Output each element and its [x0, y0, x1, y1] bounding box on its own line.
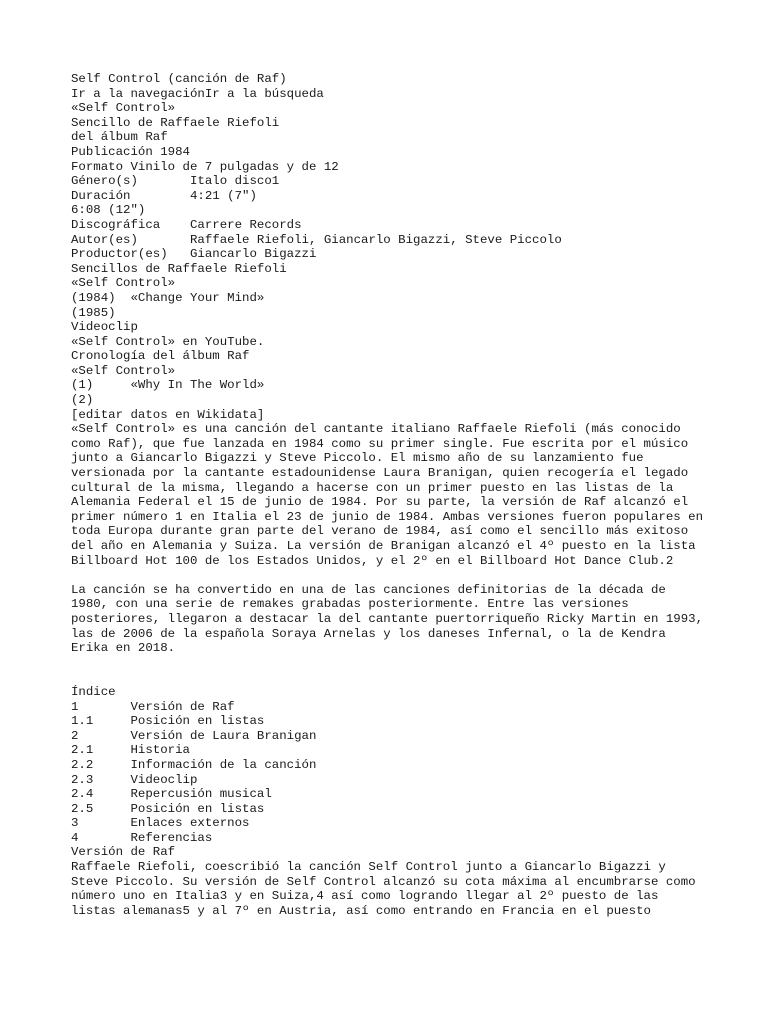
table-of-contents	[71, 685, 708, 846]
infobox-chronology-current: «Self Control»	[71, 363, 176, 378]
infobox-duration: Duración 4:21 (7")	[71, 188, 257, 203]
legacy-paragraph: La canción se ha convertido en una de las canciones definitorias de la década de 1980, con una serie de remakes grabadas posteriormente. Entre las versiones posteriores, llegaron a destacar la del cantante puertorriqueño Ricky Martin en 1993, las de 2006 de la española Soraya Arnelas y los daneses Infernal, o la de Kendra Erika en 2018.	[71, 582, 704, 656]
infobox-videoclip-heading: Videoclip	[71, 320, 138, 335]
infobox-singles-heading: Sencillos de Raffaele Riefoli	[71, 261, 287, 276]
infobox-album: del álbum Raf	[71, 130, 168, 145]
toc-item[interactable]: 2.2 Información de la canción	[71, 757, 317, 772]
toc-item[interactable]: 2.4 Repercusión musical	[71, 787, 272, 802]
toc-item[interactable]: 2 Versión de Laura Branigan	[71, 728, 317, 743]
infobox-chronology-heading: Cronología del álbum Raf	[71, 349, 250, 364]
article-title: Self Control (canción de Raf)	[71, 72, 287, 86]
toc-item[interactable]: 2.1 Historia	[71, 743, 190, 758]
infobox-authors: Autor(es) Raffaele Riefoli, Giancarlo Bigazzi, Steve Piccolo	[71, 232, 562, 247]
infobox-single-next: (1984) «Change Your Mind»	[71, 290, 265, 305]
nav-links[interactable]: Ir a la navegaciónIr a la búsqueda	[71, 86, 324, 101]
section-heading: Versión de Raf	[71, 845, 176, 860]
infobox-single-by: Sencillo de Raffaele Riefoli	[71, 115, 280, 130]
infobox-chronology-next: (1) «Why In The World»	[71, 378, 265, 393]
toc-item[interactable]: 2.3 Videoclip	[71, 772, 198, 787]
intro-paragraph: «Self Control» es una canción del cantante italiano Raffaele Riefoli (más conocido como Raf), que fue lanzada en 1984 como su primer single. Fue escrita por el músico junto a Giancarlo Bigazzi y Steve Piccolo. El mismo año de su lanzamiento fue versionada por la cantante estadounidense Laura Branigan, quien recogería el legado cultural de la misma, llegando a hacerse con un primer puesto en las listas de la Alemania Federal el 15 de junio de 1984. Por su parte, la versión de Raf alcanzó el primer número 1 en Italia el 23 de junio de 1984. Ambas versiones fueron populares en toda Europa durante gran parte del verano de 1984, así como el sencillo más exitoso del año en Alemania y Suiza. La versión de Branigan alcanzó el 4º puesto en la lista Billboard Hot 100 de los Estados Unidos, y el 2º en el Billboard Hot Dance Club.2	[71, 422, 704, 568]
infobox-single-current: «Self Control»	[71, 276, 176, 291]
section-paragraph: Raffaele Riefoli, coescribió la canción Self Control junto a Giancarlo Bigazzi y Steve Piccolo. Su versión de Self Control alcanzó su cota máxima al encumbrarse como número uno en Italia3 y en Suiza,4 así como logrando llegar al 2º puesto de las listas alemanas5 y al 7º en Austria, así como entrando en Francia en el puesto	[71, 860, 696, 918]
toc-item[interactable]: 1 Versión de Raf	[71, 699, 235, 714]
infobox-label: Discográfica Carrere Records	[71, 217, 302, 232]
infobox-format: Formato Vinilo de 7 pulgadas y de 12	[71, 159, 339, 174]
toc-item[interactable]: 2.5 Posición en listas	[71, 801, 265, 816]
infobox-song-name: «Self Control»	[71, 101, 176, 116]
toc-item[interactable]: 4 Referencias	[71, 830, 213, 845]
toc-item[interactable]: 3 Enlaces externos	[71, 816, 250, 831]
infobox-block	[71, 72, 708, 422]
toc-title: Índice	[71, 684, 116, 699]
infobox-chronology-next-num: (2)	[71, 393, 94, 408]
infobox-duration-12: 6:08 (12")	[71, 203, 146, 218]
infobox-single-next-year: (1985)	[71, 305, 116, 320]
toc-item[interactable]: 1.1 Posición en listas	[71, 714, 265, 729]
wikidata-edit-link[interactable]: [editar datos en Wikidata]	[71, 407, 265, 422]
infobox-youtube-link[interactable]: «Self Control» en YouTube.	[71, 334, 265, 349]
infobox-genre: Género(s) Italo disco1	[71, 174, 280, 189]
infobox-release: Publicación 1984	[71, 144, 190, 159]
infobox-producer: Productor(es) Giancarlo Bigazzi	[71, 247, 317, 262]
